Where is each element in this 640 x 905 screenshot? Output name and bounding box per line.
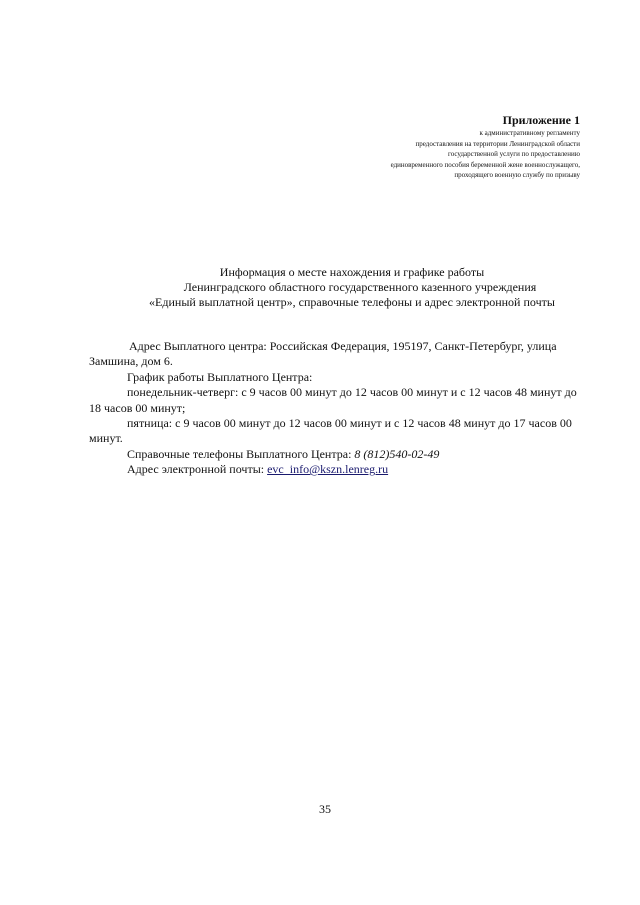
heading-line: Информация о месте нахождения и графике работы xyxy=(219,265,485,279)
appendix-line: к административному регламенту xyxy=(479,129,580,137)
schedule-fri: пятница: с 9 часов 00 минут до 12 часов 00 минут и с 12 часов 48 минут до 17 часов 00 минут. xyxy=(89,416,572,446)
appendix-line: единовременного пособия беременной жене военнослужащего, xyxy=(390,160,580,169)
appendix-line: проходящего военную службу по призыву xyxy=(454,171,580,179)
heading-line: Ленинградского областного государственного казенного учреждения xyxy=(183,280,537,294)
schedule-mon-thu: понедельник-четверг: с 9 часов 00 минут до 12 часов 00 минут и с 12 часов 48 минут до 18 часов 00 минут; xyxy=(89,385,577,415)
email-label: Адрес электронной почты: xyxy=(127,462,268,477)
phone-label: Справочные телефоны Выплатного Центра: xyxy=(127,446,355,461)
document-body xyxy=(89,339,589,478)
schedule-label: График работы Выплатного Центра: xyxy=(127,369,313,384)
appendix-line: предоставления на территории Ленинградской области xyxy=(415,139,580,148)
address-paragraph: Адрес Выплатного центра: Российская Федерация, 195197, Санкт-Петербург, улица Замшина, дом 6. xyxy=(89,339,557,369)
appendix-title: Приложение 1 xyxy=(502,113,580,127)
appendix-line: государственной услуги по предоставлению xyxy=(448,150,580,158)
appendix-header xyxy=(280,113,580,181)
phone-value: 8 (812)540-02-49 xyxy=(354,446,440,461)
email-link[interactable]: evc_info@kszn.lenreg.ru xyxy=(267,462,389,477)
email-paragraph xyxy=(89,462,589,477)
document-heading xyxy=(60,265,640,310)
heading-line: «Единый выплатной центр», справочные телефоны и адрес электронной почты xyxy=(149,295,555,309)
phone-paragraph xyxy=(89,447,589,462)
page-number: 35 xyxy=(319,802,331,816)
